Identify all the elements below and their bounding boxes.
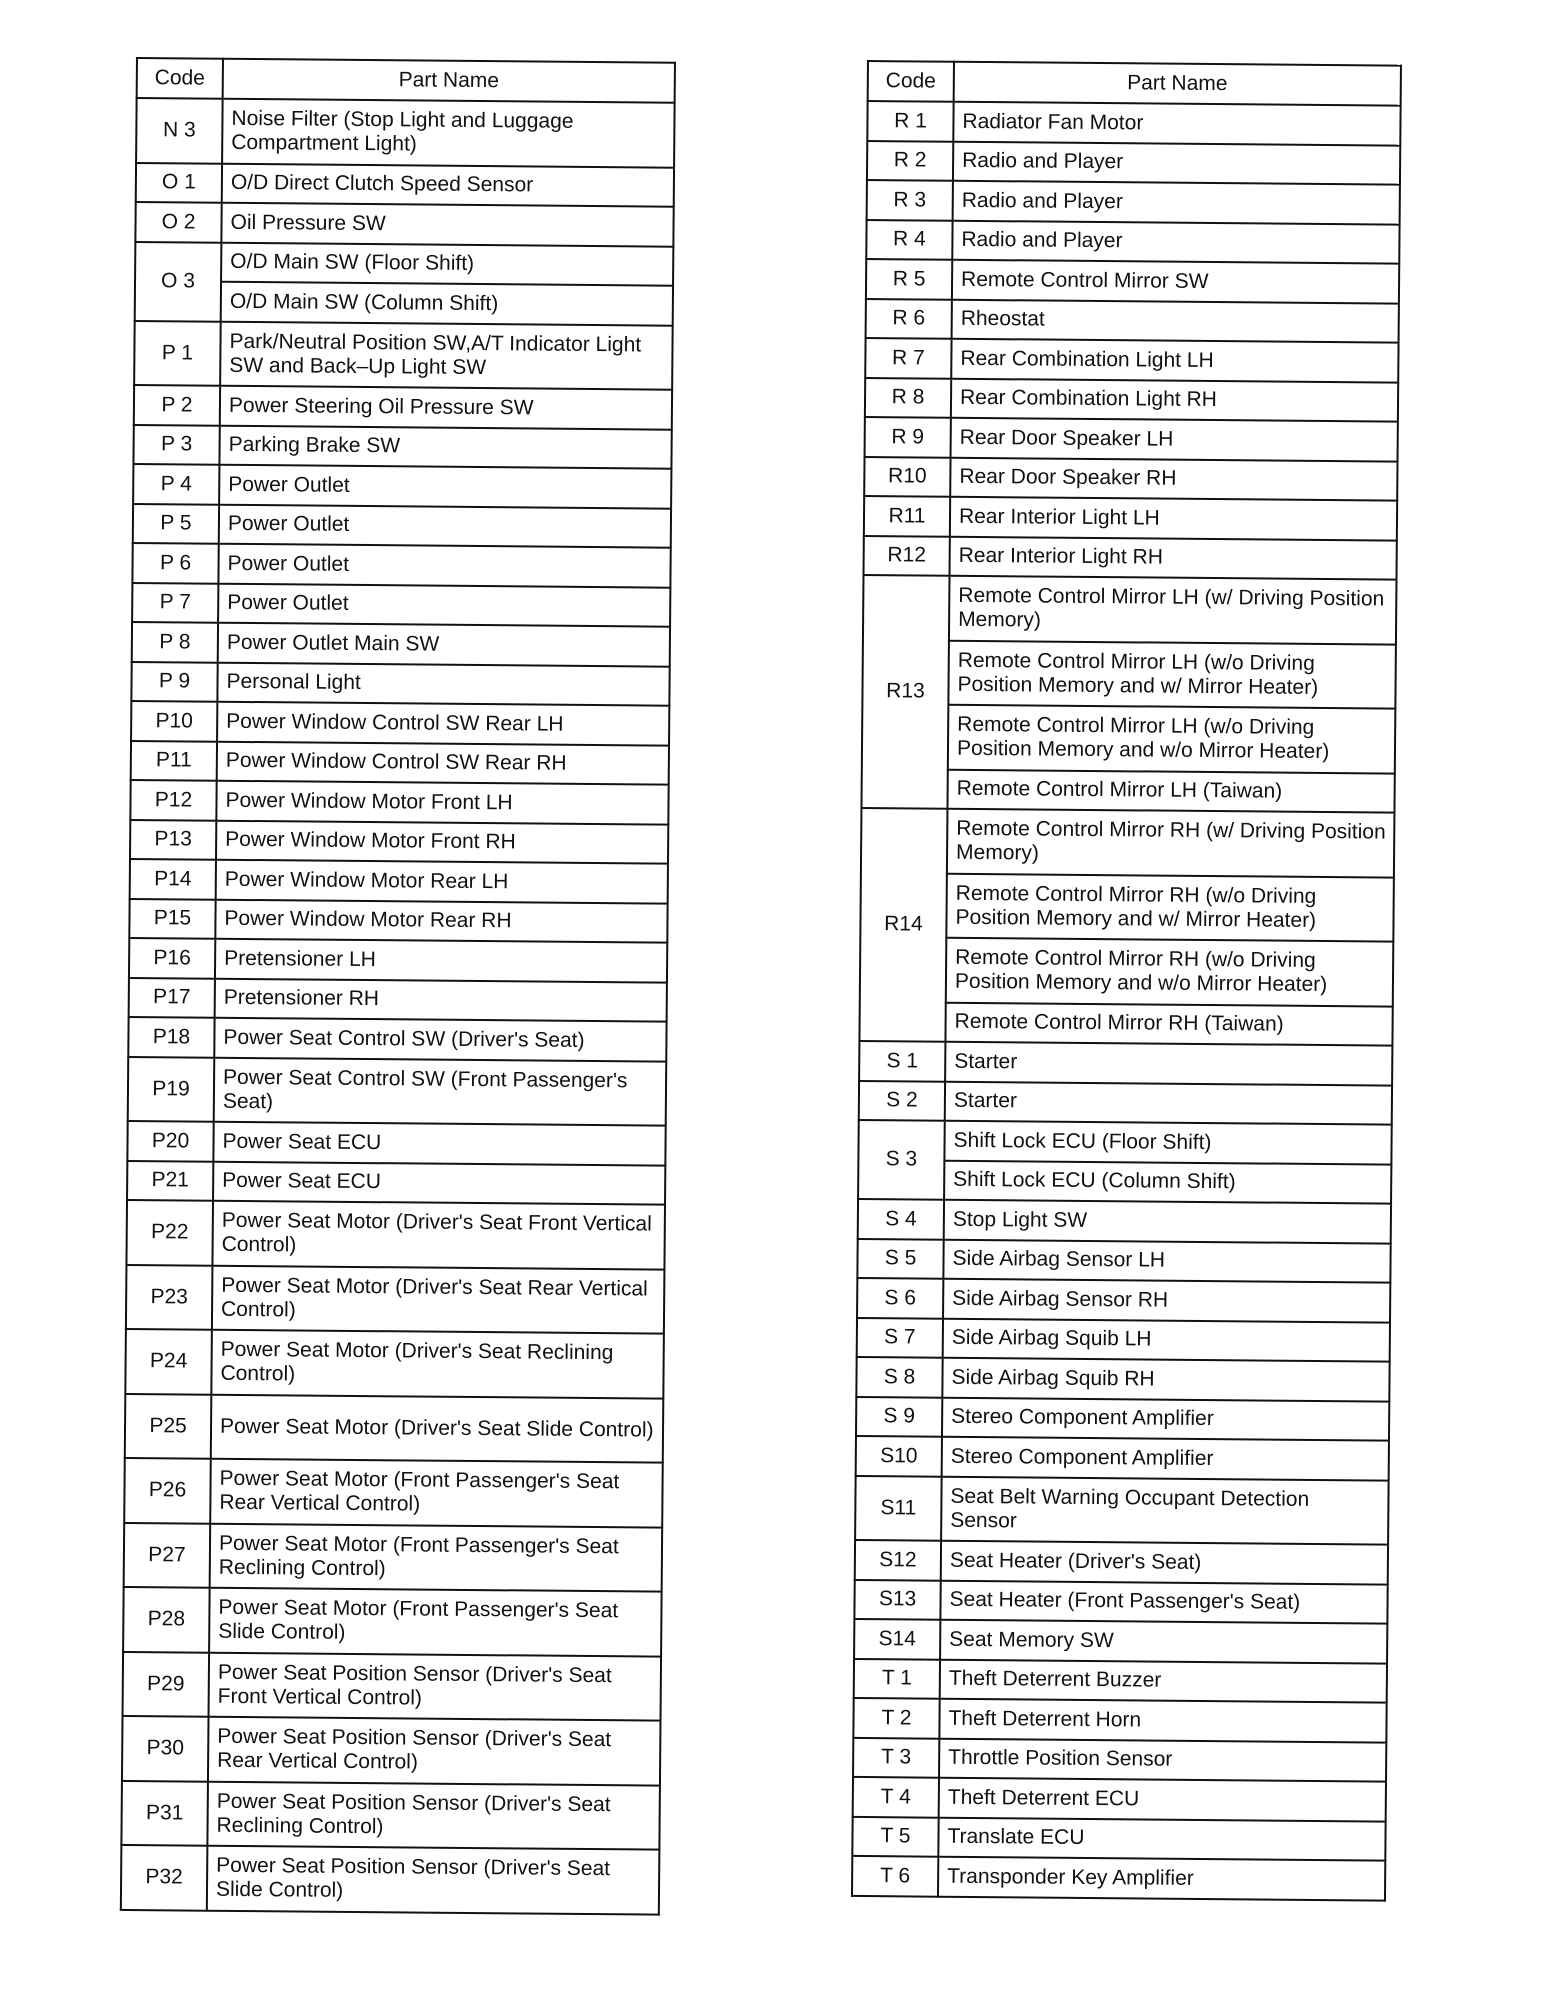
table-row	[130, 780, 668, 824]
table-row	[853, 1777, 1386, 1821]
table-row	[128, 1056, 667, 1125]
part-name-cell: Stop Light SW	[944, 1200, 1391, 1243]
code-cell: P20	[127, 1121, 213, 1161]
code-cell: T 1	[854, 1658, 940, 1698]
code-cell: R11	[864, 496, 950, 536]
part-name-cell: Seat Memory SW	[940, 1620, 1387, 1663]
code-cell: R 2	[867, 141, 953, 181]
code-cell: O 2	[135, 202, 221, 242]
table-row	[865, 338, 1398, 382]
part-name-cell: Power Seat ECU	[213, 1122, 665, 1165]
code-cell: P28	[123, 1587, 210, 1652]
part-name-column-header: Part Name	[223, 59, 675, 103]
part-name-cell: Remote Control Mirror RH (Taiwan)	[945, 1002, 1392, 1045]
code-column-header: Code	[868, 61, 954, 102]
table-row	[122, 1716, 661, 1785]
part-name-cell: Power Seat Motor (Front Passenger's Seat Reclining Control)	[210, 1523, 663, 1591]
part-name-cell: Translate ECU	[938, 1817, 1385, 1860]
part-name-cell: Power Window Control SW Rear LH	[217, 702, 669, 745]
part-name-cell: Power Seat Motor (Driver's Seat Front Vertical Control)	[212, 1201, 665, 1269]
table-row	[135, 242, 673, 286]
table-row	[125, 1393, 664, 1462]
table-row	[129, 898, 667, 942]
code-cell: R12	[864, 535, 950, 575]
code-cell: S12	[855, 1540, 941, 1580]
code-cell: R13	[861, 575, 949, 809]
code-cell: P 9	[131, 661, 217, 701]
part-name-cell: Power Seat Control SW (Front Passenger's Seat)	[214, 1057, 667, 1125]
table-row	[134, 320, 673, 389]
part-name-cell: Remote Control Mirror RH (w/ Driving Position Memory)	[947, 809, 1395, 877]
code-column-header: Code	[137, 58, 223, 99]
table-row	[866, 220, 1399, 264]
code-cell: N 3	[136, 98, 223, 163]
table-row	[121, 1845, 660, 1914]
code-cell: T 4	[853, 1777, 939, 1817]
table-row	[130, 859, 668, 903]
part-name-cell: Park/Neutral Position SW,A/T Indicator Light SW and Back–Up Light SW	[220, 321, 673, 389]
table-row	[855, 1540, 1388, 1584]
part-name-cell: Rear Interior Light LH	[950, 497, 1397, 540]
part-name-cell: Side Airbag Sensor RH	[943, 1279, 1390, 1322]
table-row	[865, 417, 1398, 461]
part-name-cell: Power Window Motor Rear LH	[216, 860, 668, 903]
table-row	[861, 808, 1395, 877]
code-cell: P 6	[132, 543, 218, 583]
part-name-cell: Side Airbag Sensor LH	[943, 1239, 1390, 1282]
part-name-cell: Power Window Motor Front LH	[216, 781, 668, 824]
table-row	[136, 98, 675, 167]
code-cell: P31	[121, 1780, 208, 1845]
part-name-cell: Parking Brake SW	[219, 425, 671, 468]
code-cell: P11	[131, 740, 217, 780]
part-name-cell: Power Seat Position Sensor (Driver's Seat Reclining Control)	[207, 1781, 660, 1849]
part-name-cell: Rear Door Speaker LH	[951, 418, 1398, 461]
code-cell: S10	[856, 1436, 942, 1476]
part-name-cell: Theft Deterrent Horn	[939, 1699, 1386, 1742]
table-row	[863, 575, 1397, 644]
code-cell: P32	[121, 1845, 208, 1910]
part-name-cell: Power Seat Motor (Front Passenger's Seat Slide Control)	[209, 1588, 662, 1656]
part-name-cell: Remote Control Mirror LH (w/ Driving Position Memory)	[949, 576, 1397, 644]
table-row	[856, 1436, 1389, 1480]
table-row	[859, 1080, 1392, 1124]
table-row	[131, 701, 669, 745]
table-row	[121, 1780, 660, 1849]
table-row	[123, 1651, 662, 1720]
table-row	[858, 1199, 1391, 1243]
table-row	[126, 1200, 665, 1269]
code-cell: S 2	[859, 1080, 945, 1120]
table-row	[859, 1041, 1392, 1085]
table-row	[864, 496, 1397, 540]
code-cell: S 4	[858, 1199, 944, 1239]
table-row	[133, 424, 671, 468]
part-name-cell: Seat Belt Warning Occupant Detection Sensor	[941, 1476, 1389, 1544]
code-cell: P15	[129, 898, 215, 938]
part-name-cell: Personal Light	[217, 662, 669, 705]
code-cell: P 5	[133, 503, 219, 543]
part-name-cell: Seat Heater (Front Passenger's Seat)	[940, 1580, 1387, 1623]
table-row	[133, 503, 671, 547]
part-name-cell: Power Seat Motor (Driver's Seat Slide Control)	[211, 1394, 664, 1462]
part-name-column-header: Part Name	[954, 62, 1401, 106]
part-name-cell: O/D Main SW (Column Shift)	[221, 282, 673, 325]
code-cell: P 8	[132, 622, 218, 662]
part-name-cell: Power Outlet	[218, 583, 670, 626]
code-cell: R 8	[865, 377, 951, 417]
part-name-cell: Radio and Player	[953, 141, 1400, 184]
code-cell: P24	[125, 1329, 212, 1394]
part-name-cell: Stereo Component Amplifier	[942, 1437, 1389, 1480]
table-header-row	[137, 58, 675, 103]
code-cell: P 3	[133, 424, 219, 464]
part-name-cell: Throttle Position Sensor	[939, 1738, 1386, 1781]
table-row	[130, 819, 668, 863]
table-row	[854, 1579, 1387, 1623]
code-cell: P 1	[134, 320, 221, 385]
part-name-cell: Power Seat ECU	[213, 1161, 665, 1204]
code-cell: R10	[864, 456, 950, 496]
table-row	[132, 543, 670, 587]
part-name-cell: Radiator Fan Motor	[953, 102, 1400, 145]
table-row	[127, 1121, 665, 1165]
part-name-cell: Remote Control Mirror LH (w/o Driving Position Memory and w/ Mirror Heater)	[948, 640, 1396, 708]
code-cell: T 2	[853, 1698, 939, 1738]
table-row	[135, 202, 673, 246]
table-row	[867, 141, 1400, 185]
part-name-cell: Pretensioner LH	[215, 939, 667, 982]
code-cell: P14	[130, 859, 216, 899]
code-cell: P 7	[132, 582, 218, 622]
table-row	[864, 456, 1397, 500]
code-cell: S 6	[857, 1278, 943, 1318]
code-cell: P25	[125, 1393, 212, 1458]
code-cell: P22	[126, 1200, 213, 1265]
table-row	[865, 377, 1398, 421]
code-cell: P16	[129, 938, 215, 978]
code-cell: P12	[130, 780, 216, 820]
left-table-body	[121, 98, 675, 1914]
code-cell: P13	[130, 819, 216, 859]
part-name-cell: Oil Pressure SW	[221, 203, 673, 246]
part-name-cell: Side Airbag Squib LH	[943, 1318, 1390, 1361]
code-cell: S13	[854, 1579, 940, 1619]
code-cell: O 1	[136, 163, 222, 203]
table-row	[857, 1317, 1390, 1361]
code-cell: R 7	[865, 338, 951, 378]
part-name-cell: Power Window Motor Rear RH	[215, 899, 667, 942]
part-name-cell: Rear Interior Light RH	[950, 536, 1397, 579]
part-name-cell: Power Outlet	[218, 544, 670, 587]
part-name-cell: Radio and Player	[953, 181, 1400, 224]
part-name-cell: Rear Door Speaker RH	[950, 457, 1397, 500]
part-name-cell: Power Seat Motor (Driver's Seat Reclining Control)	[211, 1330, 664, 1398]
table-row	[856, 1396, 1389, 1440]
part-name-cell: Remote Control Mirror SW	[952, 260, 1399, 303]
table-row	[857, 1238, 1390, 1282]
table-row	[132, 622, 670, 666]
part-name-cell: O/D Main SW (Floor Shift)	[221, 242, 673, 285]
part-name-cell: Shift Lock ECU (Floor Shift)	[944, 1121, 1391, 1164]
table-row	[136, 163, 674, 207]
part-name-cell: Power Seat Motor (Driver's Seat Rear Vertical Control)	[212, 1265, 665, 1333]
code-cell: P10	[131, 701, 217, 741]
table-row	[852, 1816, 1385, 1860]
part-name-cell: Seat Heater (Driver's Seat)	[941, 1541, 1388, 1584]
table-row	[127, 1160, 665, 1204]
part-name-cell: Shift Lock ECU (Column Shift)	[944, 1160, 1391, 1203]
part-name-cell: Power Seat Position Sensor (Driver's Seat Slide Control)	[207, 1846, 660, 1914]
code-cell: P21	[127, 1160, 213, 1200]
part-name-cell: Transponder Key Amplifier	[938, 1857, 1385, 1900]
code-cell: S 9	[856, 1396, 942, 1436]
table-row	[858, 1120, 1391, 1164]
right-table-body	[852, 101, 1401, 1900]
table-row	[134, 385, 672, 429]
table-row	[853, 1737, 1386, 1781]
part-name-cell: Power Window Control SW Rear RH	[217, 741, 669, 784]
part-name-cell: Noise Filter (Stop Light and Luggage Compartment Light)	[222, 99, 675, 167]
table-header-row	[868, 61, 1401, 106]
code-cell: S 8	[856, 1357, 942, 1397]
code-cell: P27	[124, 1522, 211, 1587]
part-name-cell: Power Outlet	[219, 465, 671, 508]
table-row	[866, 298, 1399, 342]
code-cell: S 1	[859, 1041, 945, 1081]
table-row	[855, 1475, 1389, 1544]
table-row	[132, 582, 670, 626]
part-name-cell: Power Seat Control SW (Driver's Seat)	[214, 1018, 666, 1061]
part-name-cell: O/D Direct Clutch Speed Sensor	[222, 163, 674, 206]
part-name-cell: Theft Deterrent ECU	[939, 1778, 1386, 1821]
code-cell: P17	[129, 977, 215, 1017]
table-row	[131, 740, 669, 784]
part-name-cell: Power Window Motor Front RH	[216, 820, 668, 863]
part-name-cell: Pretensioner RH	[215, 978, 667, 1021]
code-cell: R 6	[866, 298, 952, 338]
code-cell: S14	[854, 1619, 940, 1659]
part-name-cell: Remote Control Mirror RH (w/o Driving Position Memory and w/ Mirror Heater)	[946, 873, 1394, 941]
part-name-cell: Remote Control Mirror LH (w/o Driving Position Memory and w/o Mirror Heater)	[948, 705, 1396, 773]
table-row	[854, 1658, 1387, 1702]
table-row	[867, 101, 1400, 145]
code-cell: P 2	[134, 385, 220, 425]
table-row	[133, 464, 671, 508]
part-name-cell: Power Steering Oil Pressure SW	[220, 386, 672, 429]
table-row	[852, 1856, 1385, 1900]
part-name-cell: Power Seat Position Sensor (Driver's Seat Rear Vertical Control)	[208, 1717, 661, 1785]
code-cell: T 6	[852, 1856, 938, 1896]
table-row	[125, 1329, 664, 1398]
code-cell: P30	[122, 1716, 209, 1781]
part-name-cell: Side Airbag Squib RH	[942, 1358, 1389, 1401]
table-row	[124, 1458, 663, 1527]
code-cell: S 7	[857, 1317, 943, 1357]
table-row	[129, 977, 667, 1021]
left-parts-table	[120, 57, 676, 1915]
part-name-cell: Remote Control Mirror LH (Taiwan)	[947, 769, 1394, 812]
table-row	[854, 1619, 1387, 1663]
code-cell: T 3	[853, 1737, 939, 1777]
part-name-cell: Rear Combination Light RH	[951, 378, 1398, 421]
table-row	[128, 1017, 666, 1061]
code-cell: P23	[126, 1264, 213, 1329]
table-row	[123, 1587, 662, 1656]
part-name-cell: Theft Deterrent Buzzer	[940, 1659, 1387, 1702]
table-row	[131, 661, 669, 705]
code-cell: T 5	[852, 1816, 938, 1856]
table-row	[129, 938, 667, 982]
table-row	[867, 180, 1400, 224]
code-cell: R 1	[867, 101, 953, 141]
part-name-cell: Power Seat Motor (Front Passenger's Seat Rear Vertical Control)	[210, 1459, 663, 1527]
code-cell: R 4	[866, 220, 952, 260]
code-cell: P19	[128, 1056, 215, 1121]
code-cell: P 4	[133, 464, 219, 504]
code-cell: S 3	[858, 1120, 945, 1200]
table-row	[126, 1264, 665, 1333]
code-cell: R14	[859, 808, 947, 1042]
part-name-cell: Stereo Component Amplifier	[942, 1397, 1389, 1440]
right-parts-table	[851, 60, 1402, 1901]
table-row	[856, 1357, 1389, 1401]
code-cell: R 5	[866, 259, 952, 299]
table-row	[853, 1698, 1386, 1742]
code-cell: P18	[128, 1017, 214, 1057]
table-row	[857, 1278, 1390, 1322]
table-row	[864, 535, 1397, 579]
code-cell: P29	[123, 1651, 210, 1716]
part-name-cell: Rheostat	[952, 299, 1399, 342]
part-name-cell: Starter	[945, 1042, 1392, 1085]
code-cell: S 5	[857, 1238, 943, 1278]
code-cell: S11	[855, 1475, 942, 1540]
code-cell: R 3	[867, 180, 953, 220]
code-cell: R 9	[865, 417, 951, 457]
part-name-cell: Remote Control Mirror RH (w/o Driving Position Memory and w/o Mirror Heater)	[946, 938, 1394, 1006]
part-name-cell: Power Outlet Main SW	[218, 623, 670, 666]
code-cell: O 3	[135, 242, 222, 322]
part-name-cell: Power Outlet	[219, 504, 671, 547]
part-name-cell: Rear Combination Light LH	[951, 339, 1398, 382]
part-name-cell: Power Seat Position Sensor (Driver's Seat Front Vertical Control)	[209, 1652, 662, 1720]
table-row	[866, 259, 1399, 303]
code-cell: P26	[124, 1458, 211, 1523]
table-row	[124, 1522, 663, 1591]
part-name-cell: Starter	[945, 1081, 1392, 1124]
part-name-cell: Radio and Player	[952, 220, 1399, 263]
